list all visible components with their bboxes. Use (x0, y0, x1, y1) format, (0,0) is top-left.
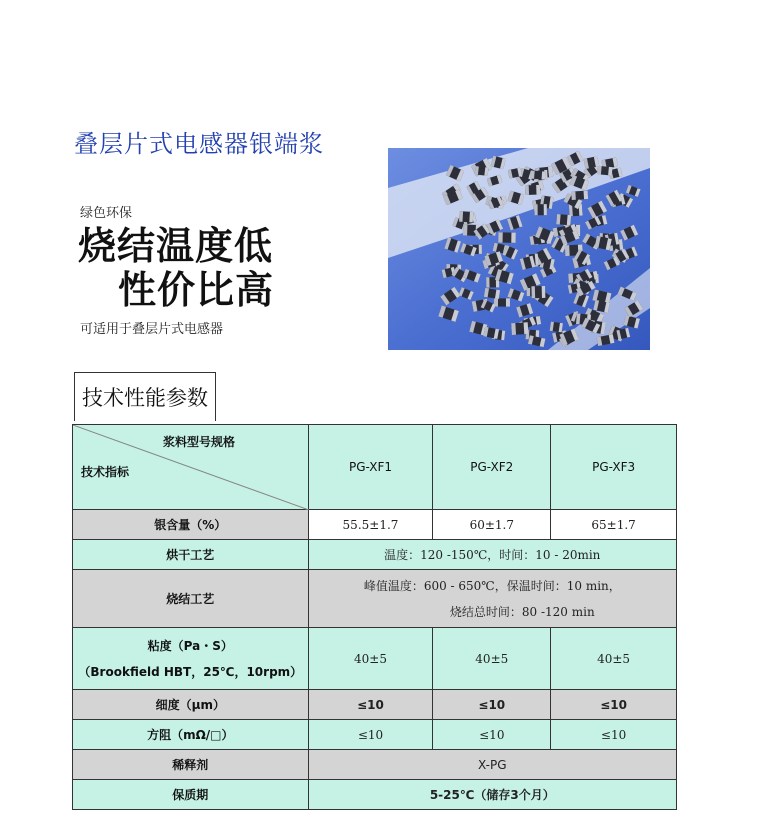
row-label (73, 628, 309, 690)
sintering-line-2: 烧结总时间：80 -120 min (449, 604, 595, 619)
row-label: 细度（μm） (73, 690, 309, 720)
row-label: 保质期 (73, 780, 309, 810)
table-row (73, 628, 677, 690)
header-spec-label: 浆料型号规格 (163, 435, 236, 449)
viscosity-label: 粘度（Pa・S） (147, 638, 233, 653)
headline-line-1: 烧结温度低 (78, 224, 274, 268)
table-row (73, 690, 677, 720)
header-index-label: 技术指标 (81, 465, 130, 479)
table-row (73, 780, 677, 810)
table-row (73, 510, 677, 540)
model-header: PG-XF2 (433, 425, 551, 510)
cell-value: 5-25℃（储存3个月） (308, 780, 676, 810)
applicable-text: 可适用于叠层片式电感器 (80, 322, 224, 337)
cell-value: 40±5 (551, 628, 677, 690)
cell-value: 65±1.7 (551, 510, 677, 540)
cell-value (308, 570, 676, 628)
table-row (73, 720, 677, 750)
product-photo (388, 148, 650, 350)
cell-value: 60±1.7 (433, 510, 551, 540)
sintering-line-1: 峰值温度：600 - 650℃，保温时间：10 min， (363, 578, 621, 593)
cell-value: X-PG (308, 750, 676, 780)
cell-value: 40±5 (308, 628, 433, 690)
viscosity-condition: （Brookfield HBT，25℃，10rpm） (78, 664, 303, 679)
cell-value: ≤10 (308, 720, 433, 750)
table-row (73, 540, 677, 570)
table-row (73, 750, 677, 780)
tagline: 绿色环保 (80, 206, 133, 221)
cell-value: 55.5±1.7 (308, 510, 433, 540)
page-title: 叠层片式电感器银端浆 (74, 130, 324, 158)
headline (78, 224, 274, 312)
chip-inductors-image (388, 148, 650, 350)
table-row (73, 570, 677, 628)
header-corner-cell (73, 425, 309, 510)
model-header: PG-XF3 (551, 425, 677, 510)
cell-value: ≤10 (551, 720, 677, 750)
cell-value: 温度：120 -150℃，时间：10 - 20min (308, 540, 676, 570)
cell-value: ≤10 (551, 690, 677, 720)
cell-value: ≤10 (433, 720, 551, 750)
row-label: 银含量（%） (73, 510, 309, 540)
cell-value: 40±5 (433, 628, 551, 690)
headline-line-2: 性价比高 (118, 268, 275, 312)
cell-value: ≤10 (433, 690, 551, 720)
section-title: 技术性能参数 (74, 372, 216, 421)
spec-table (72, 424, 677, 810)
table-header-row (73, 425, 677, 510)
cell-value: ≤10 (308, 690, 433, 720)
row-label: 方阻（mΩ/□） (73, 720, 309, 750)
row-label: 烧结工艺 (73, 570, 309, 628)
model-header: PG-XF1 (308, 425, 433, 510)
row-label: 烘干工艺 (73, 540, 309, 570)
row-label: 稀释剂 (73, 750, 309, 780)
